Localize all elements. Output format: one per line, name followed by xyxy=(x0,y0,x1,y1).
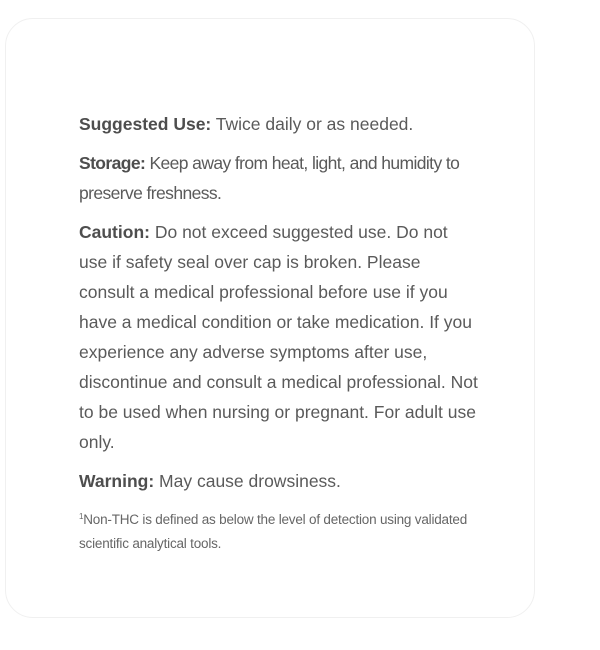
product-info-card xyxy=(5,18,535,618)
caution-text: Do not exceed suggested use. Do not use if safety seal over cap is broken. Please consult a medical professional before use if you have a medical condition or take medication. If you experience any adverse symptoms after use, discontinue and consult a medical professional. Not to be used when nursing or pregnant. For adult use only. xyxy=(79,222,478,452)
suggested-use-label: Suggested Use: xyxy=(79,114,212,134)
footnote xyxy=(79,505,479,556)
suggested-use-paragraph xyxy=(79,109,479,139)
footnote-marker: 1 xyxy=(79,512,84,521)
warning-label: Warning: xyxy=(79,471,155,491)
warning-paragraph xyxy=(79,466,479,496)
storage-label: Storage: xyxy=(79,153,146,173)
storage-paragraph xyxy=(79,148,479,208)
caution-label: Caution: xyxy=(79,222,150,242)
warning-text: May cause drowsiness. xyxy=(154,471,341,491)
caution-paragraph xyxy=(79,217,479,457)
product-info-content xyxy=(79,109,479,556)
suggested-use-text: Twice daily or as needed. xyxy=(211,114,414,134)
storage-text: Keep away from heat, light, and humidity to preserve freshness. xyxy=(79,153,460,203)
footnote-text: Non-THC is defined as below the level of detection using validated scientific analytical tools. xyxy=(79,512,468,551)
